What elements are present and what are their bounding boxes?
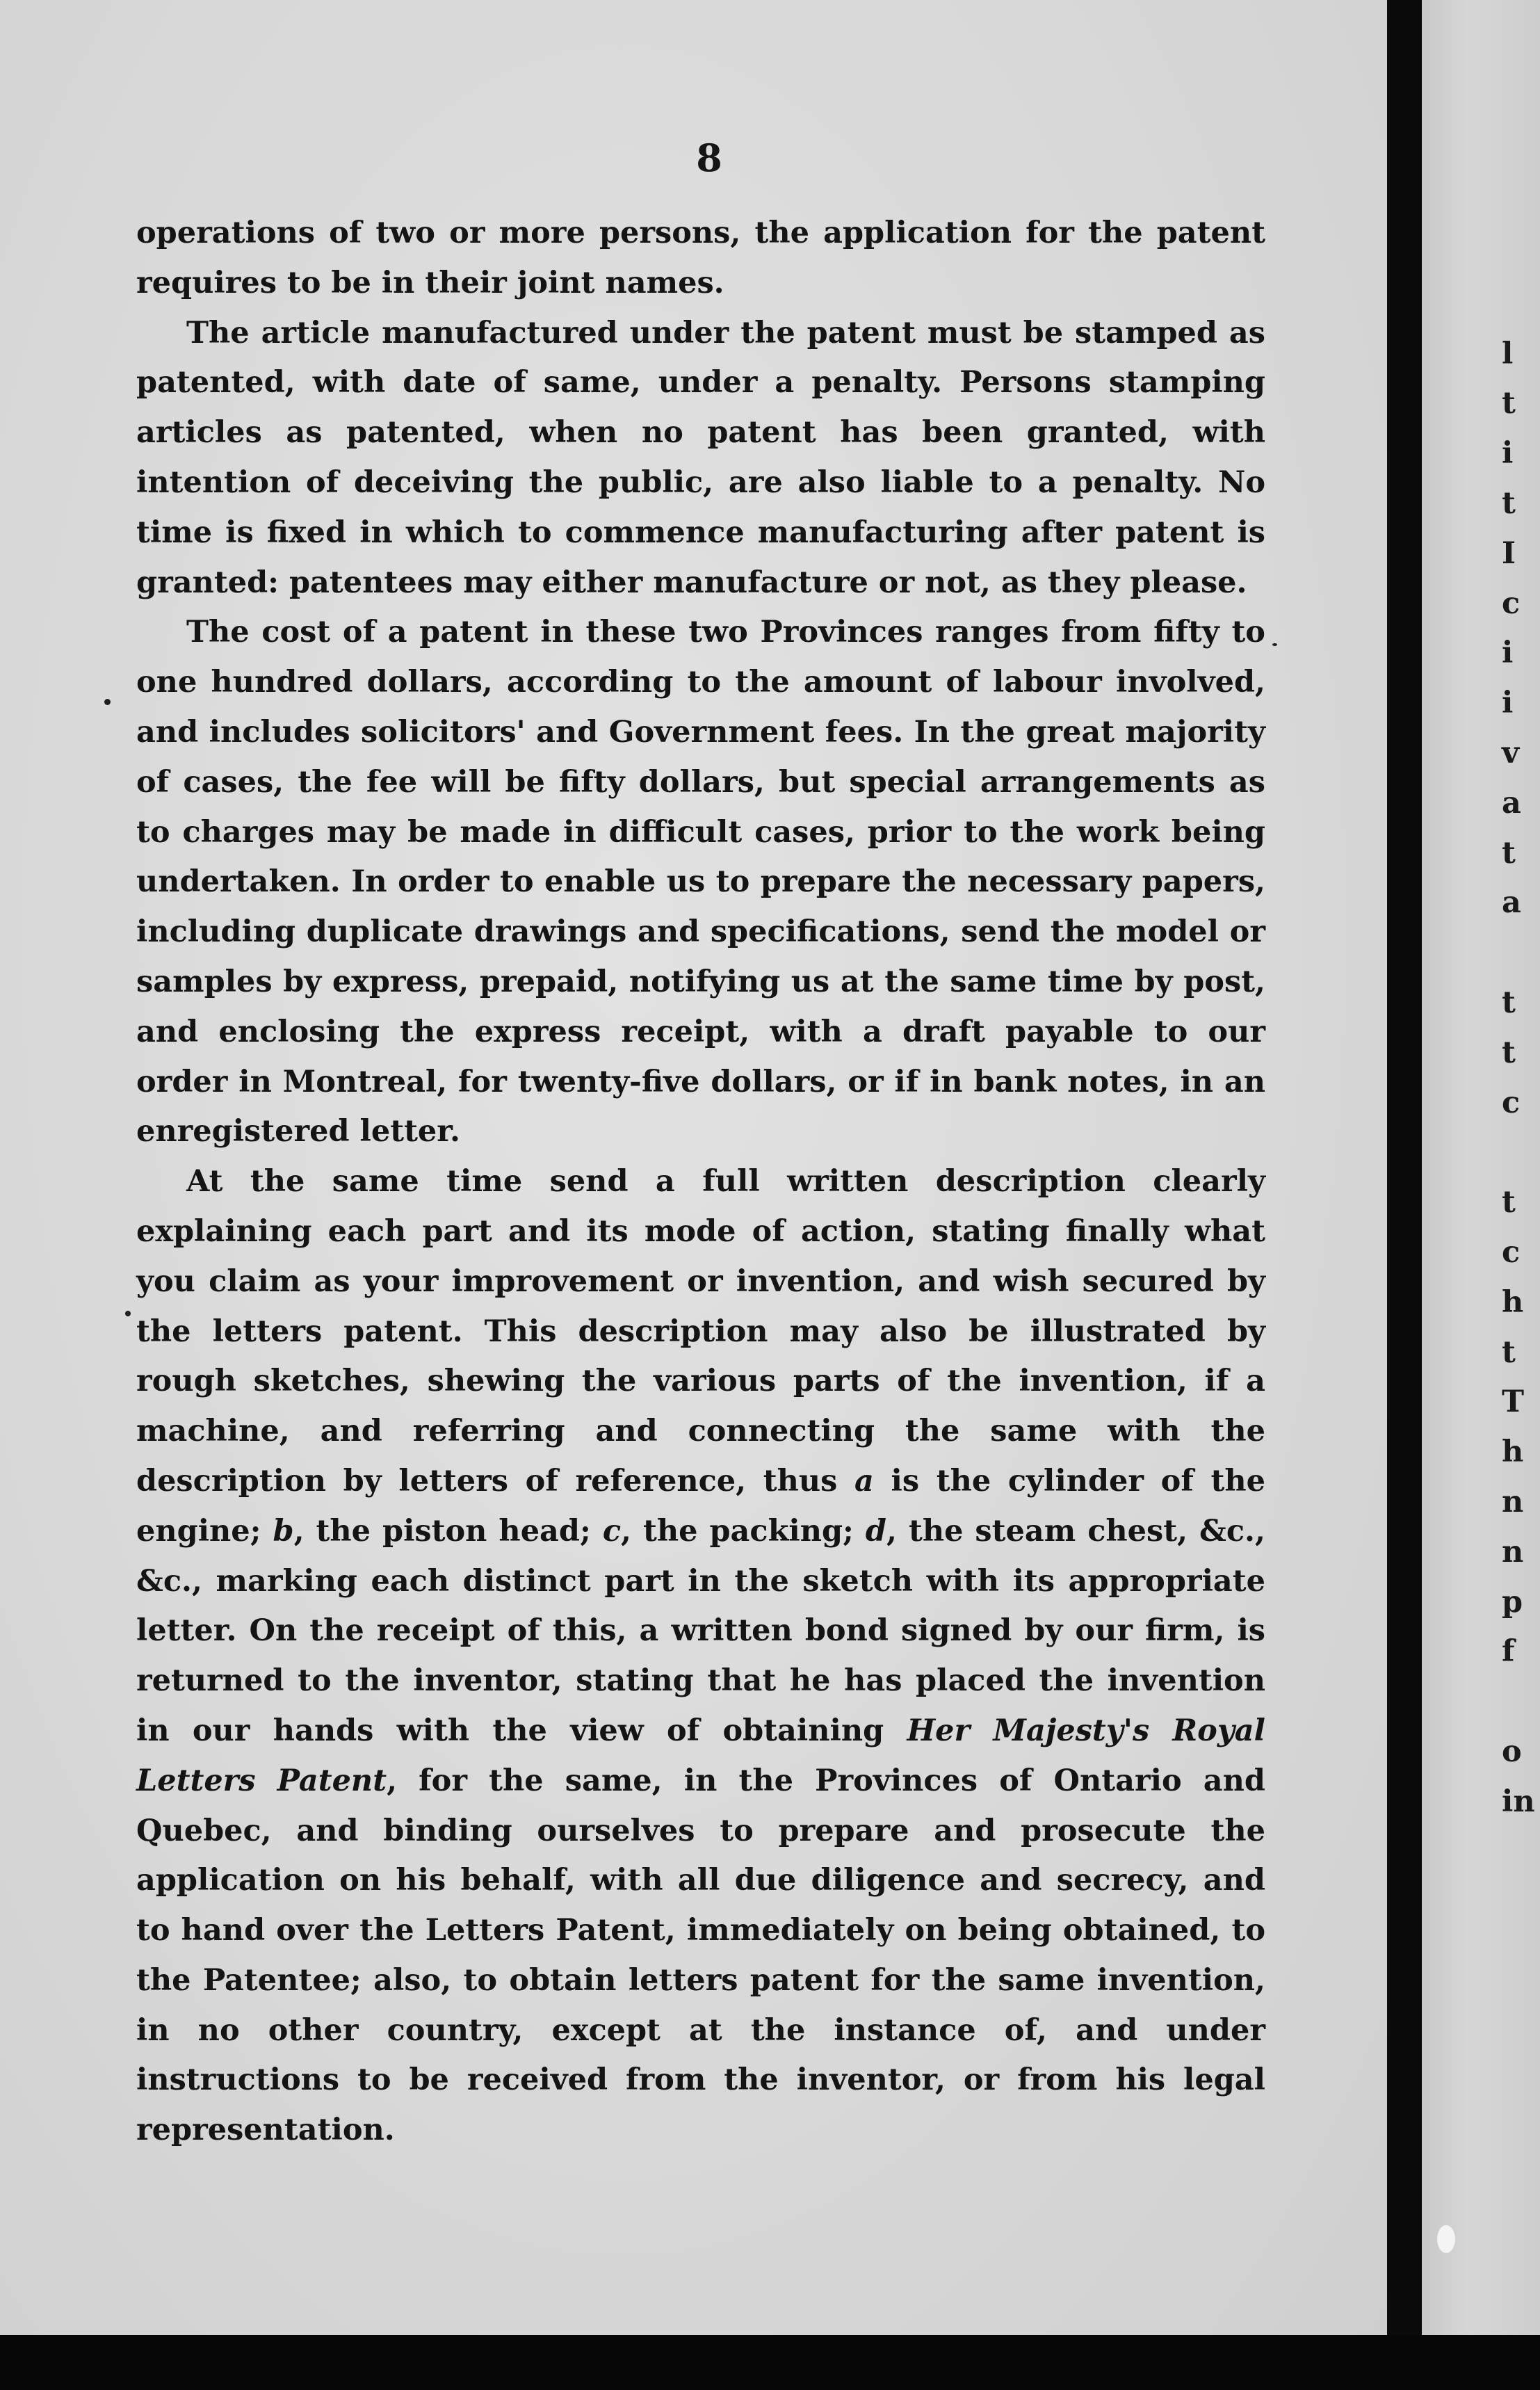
paragraph-continued: operations of two or more persons, the application for the patent requires to be in their joint names. <box>136 216 1265 300</box>
ink-speck <box>125 1311 131 1316</box>
adjacent-page-fragment: c <box>1502 1085 1521 1120</box>
ink-speck <box>1437 2225 1455 2253</box>
reference-letter-b: b <box>273 1513 294 1549</box>
adjacent-page-fragment: l <box>1502 336 1514 371</box>
adjacent-page-fragment: c <box>1502 586 1521 621</box>
adjacent-page-fragment: I <box>1502 535 1516 571</box>
adjacent-page-fragment: p <box>1502 1584 1523 1620</box>
adjacent-page-fragment: t <box>1502 1035 1516 1070</box>
adjacent-page-fragment: n <box>1502 1485 1524 1519</box>
reference-letter-d: d <box>865 1513 886 1549</box>
adjacent-page-fragment: t <box>1502 985 1516 1020</box>
ink-speck <box>104 699 111 705</box>
adjacent-page-fragment: o <box>1502 1734 1522 1769</box>
adjacent-page-fragment: v <box>1502 736 1519 770</box>
adjacent-page-fragment: a <box>1502 885 1521 921</box>
text-run: , for the same, in the Provinces of Ontario and Quebec, and binding ourselves to prepare and prosecute the application on his behalf, with all due diligence and secrecy, and to hand over the Letters Patent, immediately on being obtained, to the Patentee; also, to obtain letters patent for the same invention, in no other country, except at the instance of, and under instructions to be received from the inventor, or from his legal representation. <box>136 1763 1265 2148</box>
reference-letter-c: c <box>602 1513 622 1549</box>
adjacent-page-fragment: f <box>1502 1634 1515 1670</box>
adjacent-page-fragment: n <box>1502 1534 1524 1569</box>
adjacent-page-fragment: t <box>1502 486 1516 521</box>
royal-letters-patent-emphasis: Her Majesty's Royal Letters Patent <box>136 1713 1265 1798</box>
text-run: , the piston head; <box>293 1513 603 1549</box>
text-run: At the same time send a full written description clearly explaining each part and its mode of action, stating finally what you claim as your improvement or invention, and wish secured by the letters patent. This description may also be illustrated by rough sketches, shewing the various parts of the invention, if a machine, and referring and connecting the same with the description by letters of reference, thus <box>136 1164 1265 1499</box>
adjacent-page-fragment: i <box>1502 636 1514 671</box>
page-gutter <box>1387 0 1422 2390</box>
adjacent-page-fragment: t <box>1502 386 1516 421</box>
adjacent-page-fragment: i <box>1502 686 1514 721</box>
paragraph-stamping: The article manufactured under the patent must be stamped as patented, with date of same, under a penalty. Persons stamping articles as patented, when no patent has been granted, with intention of deceiving the public, are also liable to a penalty. No time is fixed in which to commence manufacturing after patent is granted: patentees may either manufacture or not, as they please. <box>136 315 1265 600</box>
paragraph-description <box>136 1157 1265 2156</box>
scan-bottom-edge <box>0 2335 1540 2390</box>
adjacent-page-fragment: t <box>1502 835 1516 871</box>
adjacent-page-fragment: T <box>1502 1384 1524 1420</box>
adjacent-page-fragment: in <box>1502 1784 1535 1819</box>
page-number: 8 <box>696 136 722 180</box>
adjacent-page-fragment: h <box>1502 1435 1524 1470</box>
adjacent-page-fragment: a <box>1502 785 1521 821</box>
adjacent-page-fragment: c <box>1502 1235 1521 1270</box>
text-run: is the cylinder of the engine; <box>136 1463 1265 1549</box>
paragraph-cost: The cost of a patent in these two Provinces ranges from fifty to one hundred dollars, according to the amount of labour involved, and includes solicitors' and Government fees. In the great majority of cases, the fee will be fifty dollars, but special arrangements as to charges may be made in difficult cases, prior to the work being undertaken. In order to enable us to prepare the necessary papers, including duplicate drawings and specifications, send the model or samples by express, prepaid, notifying us at the same time by post, and enclosing the express receipt, with a draft payable to our order in Montreal, for twenty-five dollars, or if in bank notes, in an enregistered letter. <box>136 615 1265 1149</box>
adjacent-page-fragment: i <box>1502 436 1514 471</box>
adjacent-page-fragment: h <box>1502 1284 1524 1320</box>
body-text <box>136 209 1265 2156</box>
reference-letter-a: a <box>854 1463 874 1499</box>
text-run: , the steam chest, &c., &c., marking each distinct part in the sketch with its appropriate letter. On the receipt of this, a written bond signed by our firm, is returned to the inventor, stating that he has placed the invention in our hands with the view of obtaining <box>136 1513 1265 1748</box>
text-run: , the packing; <box>621 1513 866 1549</box>
adjacent-page-fragment: t <box>1502 1185 1516 1220</box>
ink-speck <box>1272 643 1277 646</box>
adjacent-page-fragment: t <box>1502 1334 1516 1370</box>
adjacent-page-edge <box>1422 0 1540 2335</box>
